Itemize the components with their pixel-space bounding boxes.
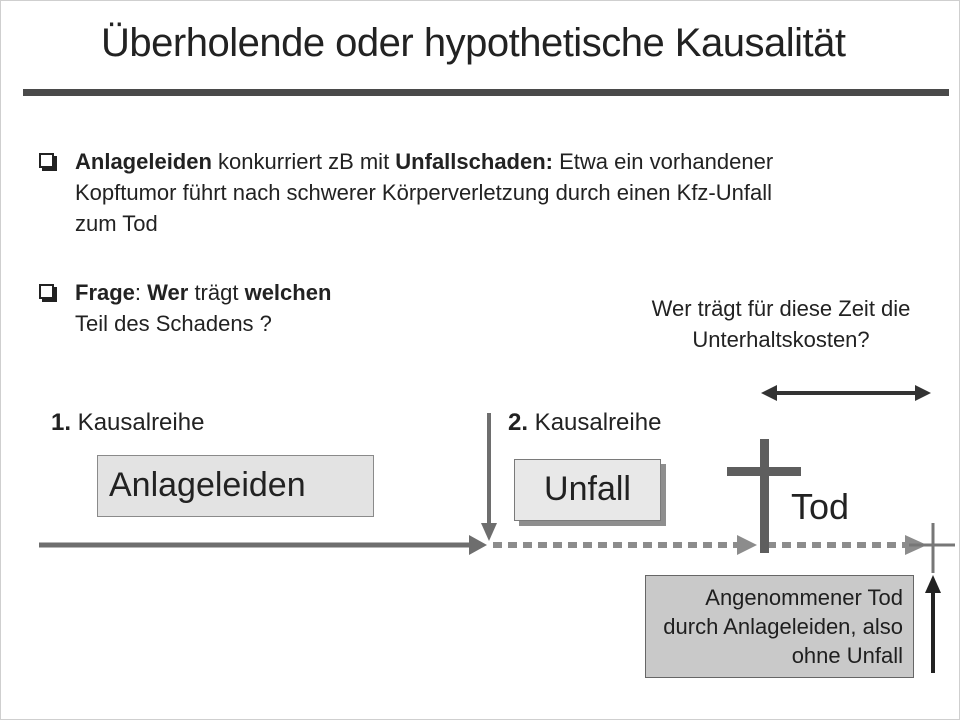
bullet-text: Kopftumor führt nach schwerer Körperverletzung durch einen Kfz-Unfall (75, 180, 773, 205)
term-welchen: welchen (244, 280, 332, 305)
bullet-text: trägt (188, 280, 245, 305)
bullet-text: konkurriert zB mit (211, 149, 396, 174)
chain2-text: Kausalreihe (528, 409, 662, 436)
question-line: Unterhaltskosten? (692, 327, 870, 352)
term-anlageleiden: Anlageleiden (75, 149, 212, 174)
anlageleiden-box: Anlageleiden (97, 455, 374, 517)
chain1-text: Kausalreihe (71, 409, 205, 436)
note-line: ohne Unfall (791, 643, 903, 668)
timeline-solid (39, 535, 487, 555)
assumed-death-note (645, 575, 914, 678)
question-line: Wer trägt für diese Zeit die (651, 296, 911, 321)
term-frage: Frage (75, 280, 135, 305)
note-line: durch Anlageleiden, also (663, 614, 903, 639)
bullet-text: zum Tod (75, 211, 158, 236)
term-unfallschaden: Unfallschaden: (395, 149, 553, 174)
tod-label: Tod (791, 486, 850, 527)
time-span-arrow (761, 385, 931, 401)
chain1-label (51, 409, 204, 437)
chain1-number: 1. (51, 409, 72, 436)
chain2-label (508, 409, 661, 437)
unfall-box: Unfall (514, 459, 661, 521)
chain2-number: 2. (508, 409, 529, 436)
chain2-down-arrow (481, 413, 497, 541)
bullet-text: Etwa ein vorhandener (553, 149, 774, 174)
timeline-dotted-2 (767, 535, 927, 555)
up-arrow (925, 575, 941, 673)
bullet-text: : (134, 280, 148, 305)
bullet-text: Teil des Schadens ? (75, 311, 272, 336)
slide-title: Überholende oder hypothetische Kausalität (101, 21, 846, 65)
note-line: Angenommener Tod (705, 585, 903, 610)
term-wer: Wer (147, 280, 189, 305)
timeline-dotted-1 (493, 535, 757, 555)
